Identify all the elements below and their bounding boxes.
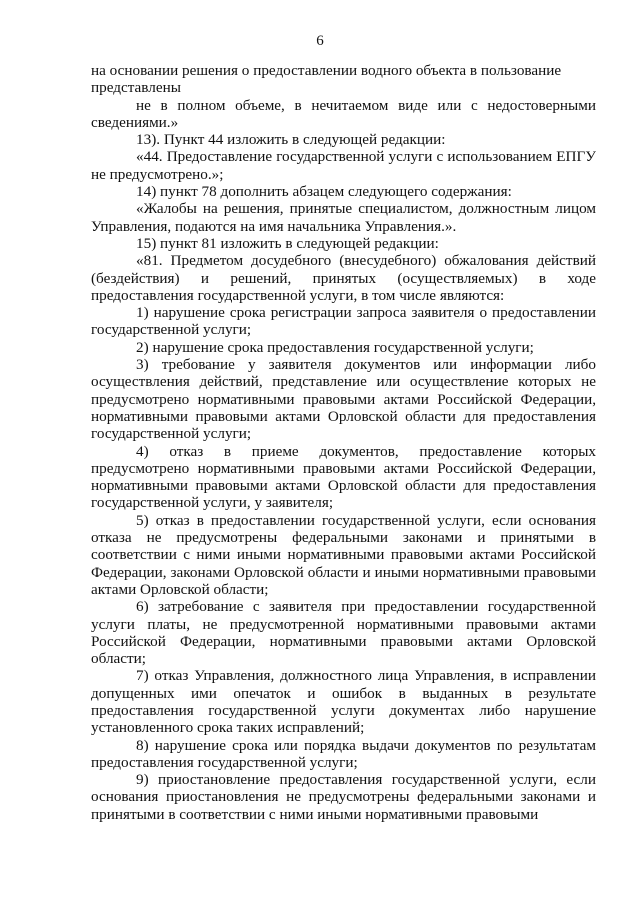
page-number: 6 [316,33,324,49]
document-body [91,62,596,823]
paragraph-quote-81: «81. Предметом досудебного (внесудебного) обжалования действий (бездействия) и решений, принятых (осуществляемых) в ходе предоставления государственной услуги, в том числе являются: [91,252,596,304]
list-item-8: 8) нарушение срока или порядка выдачи документов по результатам предоставления государственной услуги; [91,736,596,771]
paragraph-quote-complaints: «Жалобы на решения, принятые специалистом, должностным лицом Управления, подаются на имя начальника Управления.». [91,200,596,235]
list-item-5: 5) отказ в предоставлении государственной услуги, если основания отказа не предусмотрены федеральными законами и принятыми в соответствии с ними иными нормативными правовыми актами Российской Федерации, законами Орловской области и иными нормативными правовыми актами Орловской области; [91,511,596,598]
list-item-1: 1) нарушение срока регистрации запроса заявителя о предоставлении государственной услуги; [91,304,596,339]
list-item-6: 6) затребование с заявителя при предоставлении государственной услуги платы, не предусмотренной нормативными правовыми актами Российской Федерации, нормативными правовыми актами Орловской области; [91,598,596,668]
list-item-3: 3) требование у заявителя документов или информации либо осуществления действий, представление или осуществление которых не предусмотрено нормативными правовыми актами Российской Федерации, нормативными правовыми актами Орловской области для предоставления государственной услуги; [91,356,596,443]
paragraph-quote-44: «44. Предоставление государственной услуги с использованием ЕПГУ не предусмотрено.»; [91,148,596,183]
paragraph-item-13: 13). Пункт 44 изложить в следующей редакции: [136,131,446,149]
paragraph-continuation: на основании решения о предоставлении водного объекта в пользование представлены [91,62,562,97]
list-item-2: 2) нарушение срока предоставления государственной услуги; [136,338,534,356]
list-item-4: 4) отказ в приеме документов, предоставление которых предусмотрено нормативными правовыми актами Российской Федерации, нормативными правовыми актами Орловской области для предоставления государственной услуги, у заявителя; [91,442,596,512]
list-item-9: 9) приостановление предоставления государственной услуги, если основания приостановления не предусмотрены федеральными законами и принятыми в соответствии с ними иными нормативными правовыми [91,771,596,823]
paragraph: не в полном объеме, в нечитаемом виде или с недостоверными сведениями.» [91,96,596,131]
paragraph-item-14: 14) пункт 78 дополнить абзацем следующего содержания: [136,183,512,201]
paragraph-item-15: 15) пункт 81 изложить в следующей редакции: [136,234,439,252]
list-item-7: 7) отказ Управления, должностного лица Управления, в исправлении допущенных ими опечаток и ошибок в выданных в результате предоставления государственной услуги документах либо нарушение установленного срока таких исправлений; [91,667,596,737]
